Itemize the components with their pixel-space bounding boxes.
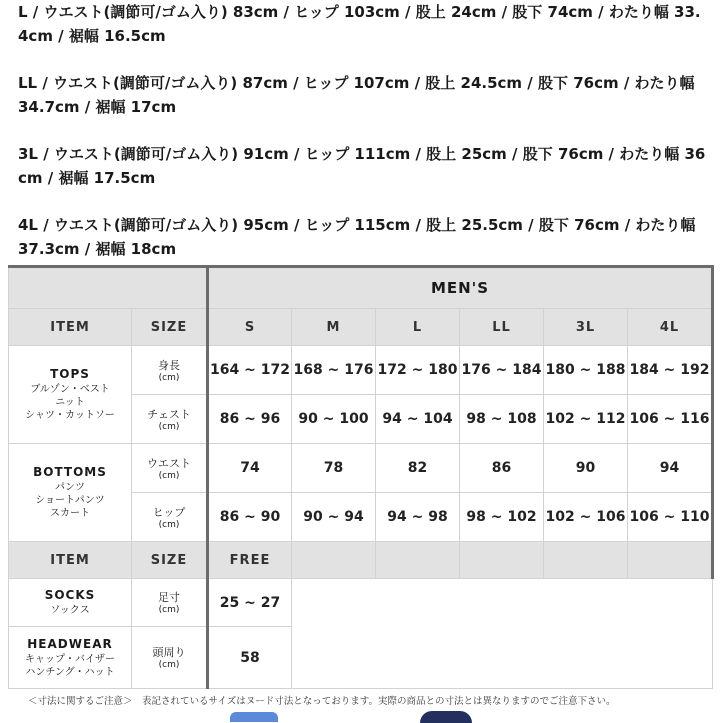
- foot-label-text: 足寸: [158, 591, 180, 604]
- waist-label: [132, 444, 208, 493]
- hip-unit: (cm): [158, 519, 180, 530]
- bottoms-sub-2: ショートパンツ: [35, 495, 105, 506]
- size-note: ＜寸法に関するご注意＞ 表記されているサイズはヌード寸法となっております。実際の商品との寸法とは異なりますのでご注意下さい。: [28, 696, 616, 707]
- mens-header: MEN'S: [208, 267, 713, 309]
- blank-header-cell: [544, 542, 628, 579]
- bottoms-category: [9, 444, 132, 542]
- height-label-text: 身長: [158, 358, 180, 372]
- size-chart-table: [8, 265, 714, 689]
- headwear-value: 58: [208, 627, 292, 689]
- foot-label: [132, 579, 208, 627]
- cell-value: 106 ~ 116: [628, 395, 713, 444]
- cell-value: 90: [544, 444, 628, 493]
- headwear-sub-2: ハンチング・ハット: [25, 666, 115, 678]
- table-row: [9, 346, 713, 395]
- headwear-category: [9, 627, 132, 689]
- cell-value: 168 ~ 176: [292, 346, 376, 395]
- brand-logo-right: [420, 711, 472, 723]
- cell-value: 86 ~ 96: [208, 395, 292, 444]
- empty-area: [292, 579, 713, 689]
- cell-value: 82: [376, 444, 460, 493]
- chest-label: [132, 395, 208, 444]
- socks-sub: ソックス: [50, 605, 90, 616]
- waist-label-text: ウエスト: [147, 456, 191, 470]
- cell-value: 94: [628, 444, 713, 493]
- cell-value: 98 ~ 102: [460, 493, 544, 542]
- height-label: [132, 346, 208, 395]
- cell-value: 74: [208, 444, 292, 493]
- cell-value: 86 ~ 90: [208, 493, 292, 542]
- waist-unit: (cm): [158, 470, 180, 481]
- chest-label-text: チェスト: [147, 407, 191, 421]
- cell-value: 86: [460, 444, 544, 493]
- cell-value: 102 ~ 106: [544, 493, 628, 542]
- chest-unit: (cm): [158, 421, 180, 432]
- spec-line-3l: 3L / ウエスト(調節可/ゴム入り) 91cm / ヒップ 111cm / 股上 25cm / 股下 76cm / わたり幅 36cm / 裾幅 17.5cm: [18, 145, 706, 187]
- spec-list: [18, 0, 708, 261]
- cell-value: 98 ~ 108: [460, 395, 544, 444]
- cell-value: 78: [292, 444, 376, 493]
- item-header-2: ITEM: [9, 542, 132, 579]
- cell-value: 94 ~ 98: [376, 493, 460, 542]
- cell-value: 164 ~ 172: [208, 346, 292, 395]
- socks-category: [9, 579, 132, 627]
- blank-header-cell: [460, 542, 544, 579]
- socks-title: SOCKS: [44, 588, 96, 602]
- headwear-sub-1: キャップ・バイザー: [25, 653, 115, 665]
- cell-value: 106 ~ 110: [628, 493, 713, 542]
- cell-value: 90 ~ 100: [292, 395, 376, 444]
- bottoms-sub-1: パンツ: [55, 482, 85, 493]
- headwear-title: HEADWEAR: [27, 636, 113, 651]
- corner-cell: [9, 267, 208, 309]
- cell-value: 172 ~ 180: [376, 346, 460, 395]
- size-header-2: SIZE: [132, 542, 208, 579]
- size-3l-header: 3L: [544, 309, 628, 346]
- item-header: ITEM: [9, 309, 132, 346]
- hip-label: [132, 493, 208, 542]
- size-l-header: L: [376, 309, 460, 346]
- cell-value: 180 ~ 188: [544, 346, 628, 395]
- spec-line-l: L / ウエスト(調節可/ゴム入り) 83cm / ヒップ 103cm / 股上 24cm / 股下 74cm / わたり幅 33.4cm / 裾幅 16.5cm: [18, 3, 701, 45]
- size-header: SIZE: [132, 309, 208, 346]
- table-row: [9, 579, 713, 627]
- cell-value: 90 ~ 94: [292, 493, 376, 542]
- logo-strip: [230, 709, 490, 721]
- cell-value: 94 ~ 104: [376, 395, 460, 444]
- blank-header-cell: [628, 542, 713, 579]
- blank-header-cell: [376, 542, 460, 579]
- cell-value: 184 ~ 192: [628, 346, 713, 395]
- size-4l-header: 4L: [628, 309, 713, 346]
- socks-value: 25 ~ 27: [208, 579, 292, 627]
- bottoms-title: BOTTOMS: [33, 465, 107, 479]
- blank-header-cell: [292, 542, 376, 579]
- spec-line-ll: LL / ウエスト(調節可/ゴム入り) 87cm / ヒップ 107cm / 股上 24.5cm / 股下 76cm / わたり幅 34.7cm / 裾幅 17cm: [18, 74, 695, 116]
- spec-line-4l: 4L / ウエスト(調節可/ゴム入り) 95cm / ヒップ 115cm / 股上 25.5cm / 股下 76cm / わたり幅 37.3cm / 裾幅 18cm: [18, 216, 696, 258]
- tops-sub-3: シャツ・カットソー: [25, 410, 115, 421]
- cell-value: 102 ~ 112: [544, 395, 628, 444]
- table-row: [9, 444, 713, 493]
- size-s-header: S: [208, 309, 292, 346]
- foot-unit: (cm): [158, 605, 180, 615]
- bottoms-sub-3: スカート: [50, 508, 90, 519]
- tops-category: [9, 346, 132, 444]
- cell-value: 176 ~ 184: [460, 346, 544, 395]
- height-unit: (cm): [158, 372, 180, 383]
- head-unit: (cm): [158, 660, 180, 670]
- tops-title: TOPS: [50, 367, 90, 381]
- hip-label-text: ヒップ: [152, 505, 186, 519]
- head-label: [132, 627, 208, 689]
- size-ll-header: LL: [460, 309, 544, 346]
- head-label-text: 頭周り: [152, 646, 186, 659]
- size-m-header: M: [292, 309, 376, 346]
- tops-sub-1: ブルゾン・ベスト: [30, 384, 110, 395]
- tops-sub-2: ニット: [55, 397, 85, 408]
- free-header: FREE: [208, 542, 292, 579]
